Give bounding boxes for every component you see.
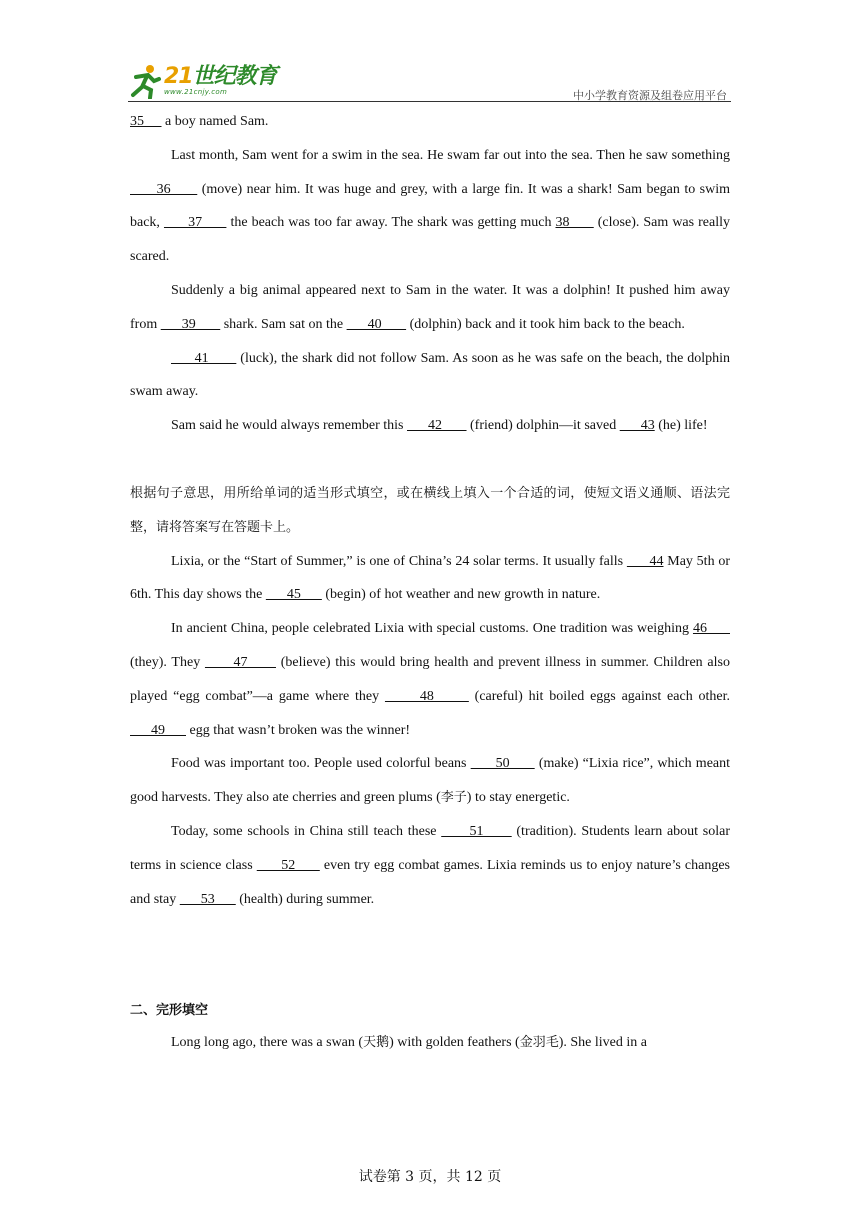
passage-text: Food was important too. People used colorful beans: [171, 756, 471, 772]
blank-43: 43: [619, 418, 655, 434]
blank-41: 41: [171, 350, 237, 366]
passage-text: May 5th or 6th. This day shows the: [130, 553, 730, 603]
passage1-paragraph-4: [130, 409, 730, 443]
passage1-first-line: [130, 105, 730, 139]
passage-text: ) with golden feathers (: [389, 1035, 520, 1051]
passage-text: Suddenly a big animal appeared next to Sam in the water. It was a dolphin! It pushed him away from: [130, 282, 730, 332]
passage2-paragraph-3: [130, 747, 730, 815]
instruction-text: 根据句子意思，用所给单词的适当形式填空，或在横线上填入一个合适的词，使短文语义通顺、语法完整，请将答案写在答题卡上。: [130, 485, 730, 535]
blank-42: 42: [407, 418, 467, 434]
passage-text: (believe) this would bring health and prevent illness in summer. Children also played “egg combat”—a game where they: [130, 654, 730, 704]
passage-text: Long long ago, there was a swan (: [171, 1035, 364, 1051]
blank-36: 36: [130, 181, 198, 197]
blank-40: 40: [346, 316, 407, 332]
passage-text: (tradition). Students learn about solar terms in science class: [130, 823, 730, 873]
logo-url: www.21cnjy.com: [164, 88, 228, 96]
blank-50: 50: [470, 756, 535, 772]
blank-46: 46: [692, 621, 730, 637]
chinese-gloss: 天鹅: [363, 1035, 390, 1051]
passage-text: (move) near him. It was huge and grey, with a large fin. It was a shark! Sam began to swim back,: [130, 181, 731, 231]
passage-text: (dolphin) back and it took him back to the beach.: [406, 316, 685, 332]
spacer: [130, 443, 730, 477]
passage1-paragraph-2: [130, 274, 730, 342]
passage-text: (begin) of hot weather and new growth in nature.: [321, 587, 601, 603]
passage-text: shark. Sam sat on the: [220, 316, 347, 332]
blank-51: 51: [441, 823, 512, 839]
passage2-paragraph-4: [130, 815, 730, 916]
passage2-paragraph-1: [130, 545, 730, 613]
logo-title-number: 21: [164, 64, 193, 89]
blank-49: 49: [130, 722, 186, 738]
page-footer: 试卷第 3 页，共 12 页: [358, 1169, 502, 1185]
blank-48: 48: [384, 688, 469, 704]
logo-title-text: 世纪教育: [192, 64, 277, 89]
passage2-paragraph-2: [130, 612, 730, 747]
passage-text: Lixia, or the “Start of Summer,” is one of China’s 24 solar terms. It usually falls: [171, 553, 627, 569]
header-divider: [128, 101, 731, 102]
passage-text: (luck), the shark did not follow Sam. As soon as he was safe on the beach, the dolphin swam away.: [130, 350, 731, 400]
page-content: [130, 105, 730, 1060]
running-man-logo-icon: [128, 63, 162, 99]
passage-text: (close). Sam was really scared.: [130, 215, 731, 265]
passage-text: Today, some schools in China still teach these: [171, 823, 442, 839]
blank-44: 44: [626, 553, 664, 569]
blank-45: 45: [265, 587, 322, 603]
passage-text: In ancient China, people celebrated Lixia with special customs. One tradition was weighing: [171, 621, 693, 637]
chinese-gloss: 金羽毛: [519, 1035, 559, 1051]
blank-52: 52: [256, 857, 320, 873]
passage-text: (health) during summer.: [235, 891, 375, 907]
passage-text: Sam said he would always remember this: [171, 418, 408, 434]
chinese-gloss: 李子: [440, 790, 467, 806]
blank-35: 35: [130, 114, 162, 129]
blank-38: 38: [555, 215, 594, 231]
passage1-paragraph-1: [130, 139, 730, 274]
passage-text: ). She lived in a: [558, 1035, 647, 1051]
passage-text: (he) life!: [654, 418, 708, 434]
blank-39: 39: [160, 316, 221, 332]
section2-paragraph-1: [130, 1026, 730, 1060]
logo: [128, 62, 277, 100]
passage-text: (friend) dolphin—it saved: [466, 418, 620, 434]
passage-text: egg that wasn’t broken was the winner!: [186, 722, 411, 738]
passage-text: (they). They: [130, 654, 205, 670]
passage1-paragraph-3: [130, 342, 730, 410]
passage-text: the beach was too far away. The shark was getting much: [226, 215, 556, 231]
section-title: 二、完形填空: [130, 1003, 209, 1019]
passage-text: a boy named Sam.: [161, 114, 269, 129]
platform-label: 中小学教育资源及组卷应用平台: [573, 89, 727, 102]
spacer: [130, 916, 730, 996]
passage-text: (make) “Lixia rice”, which meant good harvests. They also ate cherries and green plums (: [130, 756, 731, 806]
passage-text: even try egg combat games. Lixia reminds us to enjoy nature’s changes and stay: [130, 857, 730, 907]
blank-53: 53: [179, 891, 236, 907]
passage-text: (careful) hit boiled eggs against each other.: [468, 688, 731, 704]
blank-47: 47: [204, 654, 276, 670]
page-header: [128, 62, 731, 102]
passage-text: Last month, Sam went for a swim in the sea. He swam far out into the sea. Then he saw something: [171, 147, 730, 163]
passage-text: ) to stay energetic.: [466, 790, 570, 806]
blank-37: 37: [163, 215, 227, 231]
